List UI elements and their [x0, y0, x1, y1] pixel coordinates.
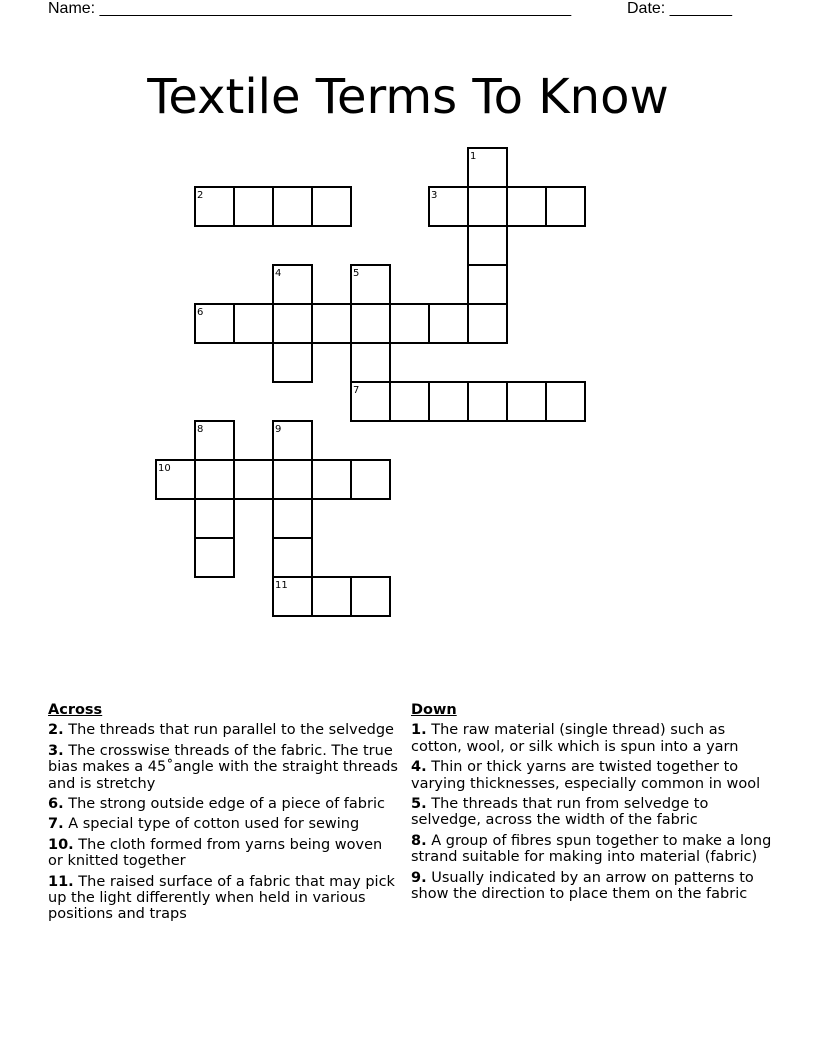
grid-cell[interactable]: [351, 304, 390, 343]
clue-number-label: 3: [431, 190, 438, 201]
clue-number-label: 4: [275, 268, 282, 279]
clue-item-text: The threads that run from selvedge to selvedge, across the width of the fabric: [411, 796, 709, 829]
clue-number-label: 8: [197, 424, 204, 435]
clue-item-text: The raw material (single thread) such as cotton, wool, or silk which is spun into a yarn: [411, 722, 739, 755]
clue-number-label: 7: [353, 385, 360, 396]
grid-cell[interactable]: [468, 304, 507, 343]
grid-cell[interactable]: [195, 421, 234, 460]
grid-cell[interactable]: [273, 421, 312, 460]
grid-cell[interactable]: [273, 577, 312, 616]
grid-cell[interactable]: [273, 187, 312, 226]
clue-number-label: 2: [197, 190, 204, 201]
clue-number-label: 6: [197, 307, 204, 318]
grid-cell[interactable]: [273, 343, 312, 382]
clue-item-text: A group of fibres spun together to make a long strand suitable for making into material (fabric): [411, 832, 772, 866]
clue-number-label: 11: [275, 580, 288, 591]
date-blank[interactable]: _______: [669, 0, 732, 17]
grid-cell[interactable]: [312, 460, 351, 499]
grid-cell[interactable]: [390, 304, 429, 343]
clue-item-text: The threads that run parallel to the selvedge: [63, 722, 394, 739]
clue-item-number: 6.: [48, 796, 64, 813]
grid-cell[interactable]: [507, 382, 546, 421]
across-clue-list: [48, 722, 398, 922]
name-blank[interactable]: _____________________________________________________: [99, 0, 572, 17]
grid-cell[interactable]: [507, 187, 546, 226]
grid-cell[interactable]: [351, 382, 390, 421]
clue-item: [411, 833, 773, 866]
date-line: [627, 0, 732, 18]
grid-cell[interactable]: [429, 187, 468, 226]
clue-item: [48, 874, 398, 923]
grid-cell[interactable]: [273, 460, 312, 499]
clue-item: [411, 759, 773, 792]
clue-item-text: The crosswise threads of the fabric. The true bias makes a 45˚angle with the straight threads and is stretchy: [48, 742, 398, 792]
grid-cell[interactable]: [195, 304, 234, 343]
clue-item-number: 11.: [48, 873, 74, 890]
clue-item-number: 2.: [48, 722, 64, 739]
clue-item-text: A special type of cotton used for sewing: [63, 816, 360, 833]
clue-number-label: 5: [353, 268, 360, 279]
clue-item-number: 5.: [411, 796, 427, 813]
clue-item-number: 8.: [411, 832, 427, 849]
clue-item-number: 1.: [411, 722, 427, 739]
clue-item-text: Usually indicated by an arrow on patterns to show the direction to place them on the fabric: [411, 869, 754, 903]
clue-item-text: The strong outside edge of a piece of fabric: [63, 796, 385, 813]
clue-item: [48, 796, 398, 812]
clue-item: [411, 722, 773, 755]
clue-item-number: 7.: [48, 816, 64, 833]
clue-item-text: Thin or thick yarns are twisted together to varying thicknesses, especially common in wool: [411, 759, 761, 792]
down-clues: [411, 702, 773, 906]
across-heading: Across: [48, 702, 103, 718]
clue-item: [48, 837, 398, 870]
grid-cell[interactable]: [468, 265, 507, 304]
grid-cell[interactable]: [468, 187, 507, 226]
puzzle-title: Textile Terms To Know: [147, 69, 669, 126]
grid-cell[interactable]: [546, 187, 585, 226]
clue-item: [48, 816, 398, 832]
grid-cell[interactable]: [312, 304, 351, 343]
grid-cell[interactable]: [195, 499, 234, 538]
clue-item: [48, 722, 398, 738]
grid-cell[interactable]: [273, 304, 312, 343]
clue-item-text: The cloth formed from yarns being woven or knitted together: [48, 836, 383, 870]
date-label: Date:: [627, 0, 666, 17]
clue-item-number: 9.: [411, 869, 427, 886]
grid-cell[interactable]: [429, 304, 468, 343]
clue-number-label: 10: [158, 463, 171, 474]
grid-cell[interactable]: [273, 265, 312, 304]
grid-cell[interactable]: [234, 304, 273, 343]
grid-cell[interactable]: [468, 148, 507, 187]
clue-item-number: 10.: [48, 836, 74, 853]
clue-item-text: The raised surface of a fabric that may pick up the light differently when held in various positions and traps: [48, 873, 395, 923]
grid-cell[interactable]: [429, 382, 468, 421]
clue-item: [48, 743, 398, 792]
grid-cell[interactable]: [156, 460, 195, 499]
name-line: [48, 0, 571, 18]
grid-cell[interactable]: [351, 577, 390, 616]
clue-item: [411, 870, 773, 903]
clue-item: [411, 796, 773, 829]
grid-cell[interactable]: [390, 382, 429, 421]
grid-cell[interactable]: [468, 226, 507, 265]
across-clues: [48, 702, 398, 927]
down-clue-list: [411, 722, 773, 902]
name-label: Name:: [48, 0, 96, 17]
grid-cell[interactable]: [234, 187, 273, 226]
grid-cell[interactable]: [312, 577, 351, 616]
grid-cell[interactable]: [312, 187, 351, 226]
grid-cell[interactable]: [351, 343, 390, 382]
grid-cell[interactable]: [468, 382, 507, 421]
clue-item-number: 3.: [48, 742, 64, 759]
clue-number-label: 1: [470, 151, 477, 162]
clue-item-number: 4.: [411, 759, 427, 776]
grid-cell[interactable]: [195, 460, 234, 499]
clue-number-label: 9: [275, 424, 282, 435]
down-heading: Down: [411, 702, 457, 718]
grid-cell[interactable]: [351, 265, 390, 304]
grid-cell[interactable]: [273, 538, 312, 577]
grid-cell[interactable]: [195, 538, 234, 577]
grid-cell[interactable]: [273, 499, 312, 538]
grid-cell[interactable]: [546, 382, 585, 421]
grid-cell[interactable]: [234, 460, 273, 499]
grid-cell[interactable]: [351, 460, 390, 499]
grid-cell[interactable]: [195, 187, 234, 226]
